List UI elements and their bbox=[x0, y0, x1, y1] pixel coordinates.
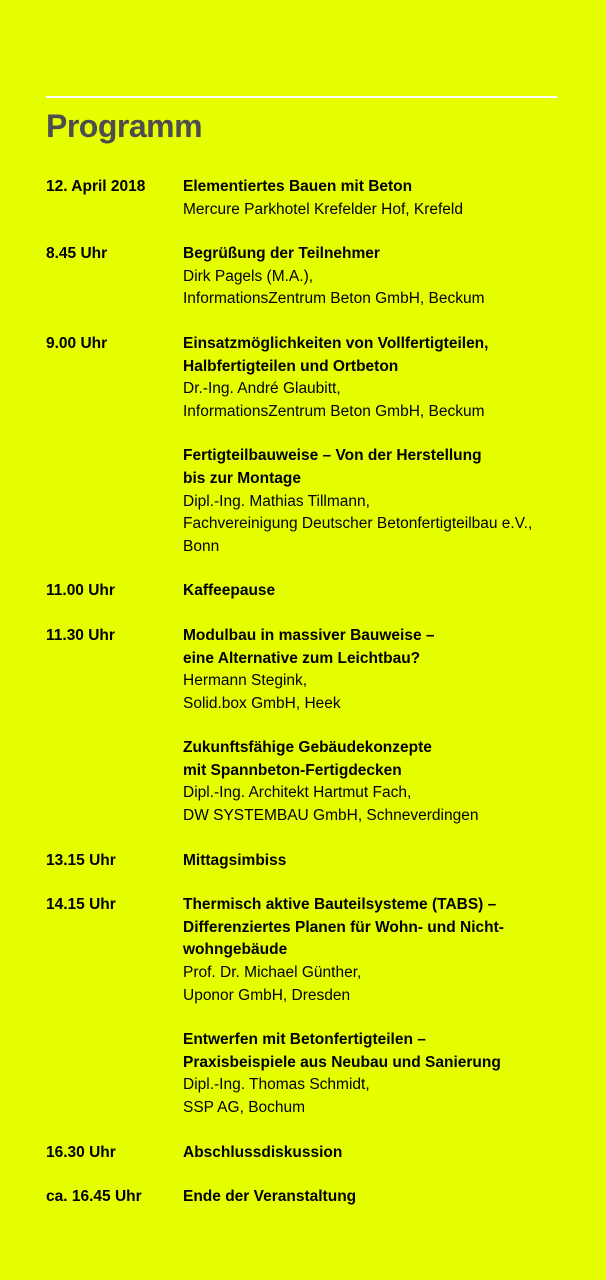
session-block bbox=[183, 243, 557, 311]
session-block bbox=[183, 894, 557, 1007]
schedule-time: 12. April 2018 bbox=[46, 178, 146, 195]
program-page bbox=[46, 96, 557, 1209]
session-title: Abschlussdiskussion bbox=[183, 1143, 343, 1161]
session-title: eine Alternative zum Leichtbau? bbox=[183, 649, 421, 667]
session-title: Elementiertes Bauen mit Beton bbox=[183, 178, 413, 195]
session-detail: Dipl.-Ing. Thomas Schmidt, bbox=[183, 1076, 370, 1094]
schedule-time: 14.15 Uhr bbox=[46, 896, 116, 914]
session-block bbox=[183, 850, 557, 873]
session-detail: Dipl.-Ing. Architekt Hartmut Fach, bbox=[183, 784, 412, 802]
session-title: Begrüßung der Teilnehmer bbox=[183, 245, 380, 263]
session-title: mit Spannbeton-Fertigdecken bbox=[183, 761, 402, 779]
schedule-row bbox=[46, 625, 557, 828]
session-title: Kaffeepause bbox=[183, 582, 276, 600]
schedule-content bbox=[183, 333, 557, 558]
schedule-time: 11.00 Uhr bbox=[46, 582, 115, 600]
schedule-content bbox=[183, 243, 557, 311]
schedule-time: 13.15 Uhr bbox=[46, 851, 116, 869]
session-title: Fertigteilbauweise – Von der Herstellung bbox=[183, 447, 482, 465]
session-detail: Uponor GmbH, Dresden bbox=[183, 986, 351, 1004]
schedule-row bbox=[46, 894, 557, 1119]
session-block bbox=[183, 625, 557, 715]
session-detail: Prof. Dr. Michael Günther, bbox=[183, 964, 362, 982]
session-block bbox=[183, 176, 557, 221]
schedule-row bbox=[46, 243, 557, 311]
session-block bbox=[183, 737, 557, 827]
schedule-content bbox=[183, 1186, 557, 1209]
session-detail: Dirk Pagels (M.A.), bbox=[183, 267, 314, 285]
session-block bbox=[183, 1142, 557, 1165]
session-detail: InformationsZentrum Beton GmbH, Beckum bbox=[183, 290, 485, 308]
session-title: Zukunftsfähige Gebäudekonzepte bbox=[183, 739, 432, 757]
session-title: bis zur Montage bbox=[183, 469, 301, 487]
session-detail: Solid.box GmbH, Heek bbox=[183, 694, 341, 712]
schedule-time: 9.00 Uhr bbox=[46, 334, 108, 352]
session-detail: Dr.-Ing. André Glaubitt, bbox=[183, 380, 341, 398]
session-detail: Hermann Stegink, bbox=[183, 672, 308, 690]
schedule-time: 8.45 Uhr bbox=[46, 245, 108, 263]
session-title: Ende der Veranstaltung bbox=[183, 1188, 357, 1206]
schedule-row bbox=[46, 850, 557, 873]
session-title: Thermisch aktive Bauteilsysteme (TABS) – bbox=[183, 896, 497, 914]
schedule-content bbox=[183, 580, 557, 603]
session-title: Differenziertes Planen für Wohn- und Nicht- bbox=[183, 918, 504, 936]
schedule-time: ca. 16.45 Uhr bbox=[46, 1188, 142, 1206]
session-title: wohngebäude bbox=[183, 941, 288, 959]
session-title: Mittagsimbiss bbox=[183, 851, 287, 869]
page-title: Programm bbox=[46, 108, 203, 144]
session-detail: Mercure Parkhotel Krefelder Hof, Krefeld bbox=[183, 200, 463, 218]
session-block bbox=[183, 445, 557, 558]
session-detail: SSP AG, Bochum bbox=[183, 1099, 306, 1116]
schedule-content bbox=[183, 850, 557, 873]
session-block bbox=[183, 333, 557, 423]
schedule-time: 16.30 Uhr bbox=[46, 1143, 116, 1161]
session-block bbox=[183, 1029, 557, 1119]
schedule-content bbox=[183, 1142, 557, 1165]
session-detail: Dipl.-Ing. Mathias Tillmann, bbox=[183, 492, 370, 510]
session-detail: DW SYSTEMBAU GmbH, Schneverdingen bbox=[183, 807, 479, 825]
schedule-row bbox=[46, 176, 557, 221]
session-title: Praxisbeispiele aus Neubau und Sanierung bbox=[183, 1053, 501, 1071]
program-schedule bbox=[46, 176, 557, 1209]
session-detail: InformationsZentrum Beton GmbH, Beckum bbox=[183, 402, 485, 420]
schedule-content bbox=[183, 894, 557, 1119]
session-title: Einsatzmöglichkeiten von Vollfertigteilen, bbox=[183, 334, 489, 352]
schedule-row bbox=[46, 1186, 557, 1209]
session-block bbox=[183, 1186, 557, 1209]
session-title: Modulbau in massiver Bauweise – bbox=[183, 626, 435, 644]
schedule-row bbox=[46, 580, 557, 603]
schedule-row bbox=[46, 333, 557, 558]
session-title: Halbfertigteilen und Ortbeton bbox=[183, 357, 399, 375]
top-rule bbox=[46, 96, 557, 98]
session-block bbox=[183, 580, 557, 603]
schedule-content bbox=[183, 625, 557, 828]
schedule-time: 11.30 Uhr bbox=[46, 626, 115, 644]
session-detail: Bonn bbox=[183, 537, 220, 555]
session-detail: Fachvereinigung Deutscher Betonfertigteilbau e.V., bbox=[183, 515, 533, 533]
schedule-content bbox=[183, 176, 557, 221]
schedule-row bbox=[46, 1142, 557, 1165]
session-title: Entwerfen mit Betonfertigteilen – bbox=[183, 1031, 426, 1049]
